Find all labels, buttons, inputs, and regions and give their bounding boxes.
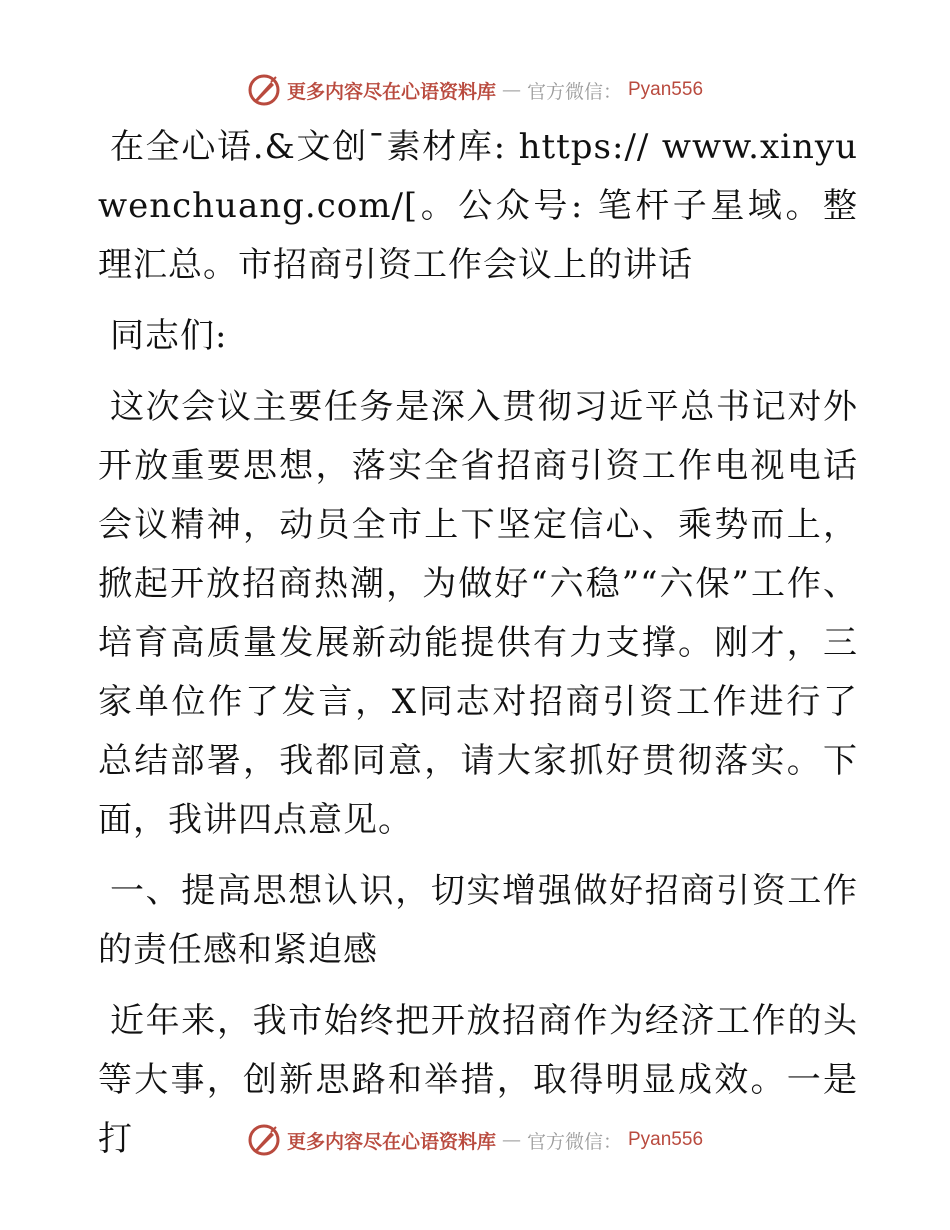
watermark-slogan: 更多内容尽在心语资料库: [286, 80, 496, 103]
watermark-wechat-id: Pyan556: [628, 1129, 704, 1150]
watermark-slogan: 更多内容尽在心语资料库: [286, 1130, 496, 1153]
document-header-line: 在全心语.&文创¯素材库: https:// www.xinyuwenchuang.com/[。公众号: 笔杆子星域。整理汇总。市招商引资工作会议上的讲话: [98, 127, 858, 285]
quill-logo-icon: [247, 1123, 281, 1157]
salutation: 同志们:: [110, 316, 228, 356]
quill-logo-icon: [247, 73, 281, 107]
watermark-wechat-label: 官方微信：: [526, 80, 622, 103]
paragraph: 近年来，我市始终把开放招商作为经济工作的头等大事，创新思路和举措，取得明显成效。一是打: [98, 1001, 858, 1159]
section-heading: 一、提高思想认识，切实增强做好招商引资工作的责任感和紧迫感: [98, 871, 858, 970]
paragraph: 这次会议主要任务是深入贯彻习近平总书记对外开放重要思想，落实全省招商引资工作电视电话会议精神，动员全市上下坚定信心、乘势而上，掀起开放招商热潮，为做好“六稳”“六保”工作、培育高质量发展新动能提供有力支撑。刚才，三家单位作了发言，X同志对招商引资工作进行了总结部署，我都同意，请大家抓好贯彻落实。下面，我讲四点意见。: [98, 387, 858, 840]
watermark-wechat-label: 官方微信：: [526, 1130, 622, 1153]
watermark-header: [0, 70, 950, 110]
watermark-separator: —: [501, 1129, 521, 1151]
watermark-separator: —: [501, 79, 521, 101]
watermark-wechat-id: Pyan556: [628, 79, 704, 100]
watermark-footer: [0, 1120, 950, 1160]
document-body: [98, 118, 858, 1181]
